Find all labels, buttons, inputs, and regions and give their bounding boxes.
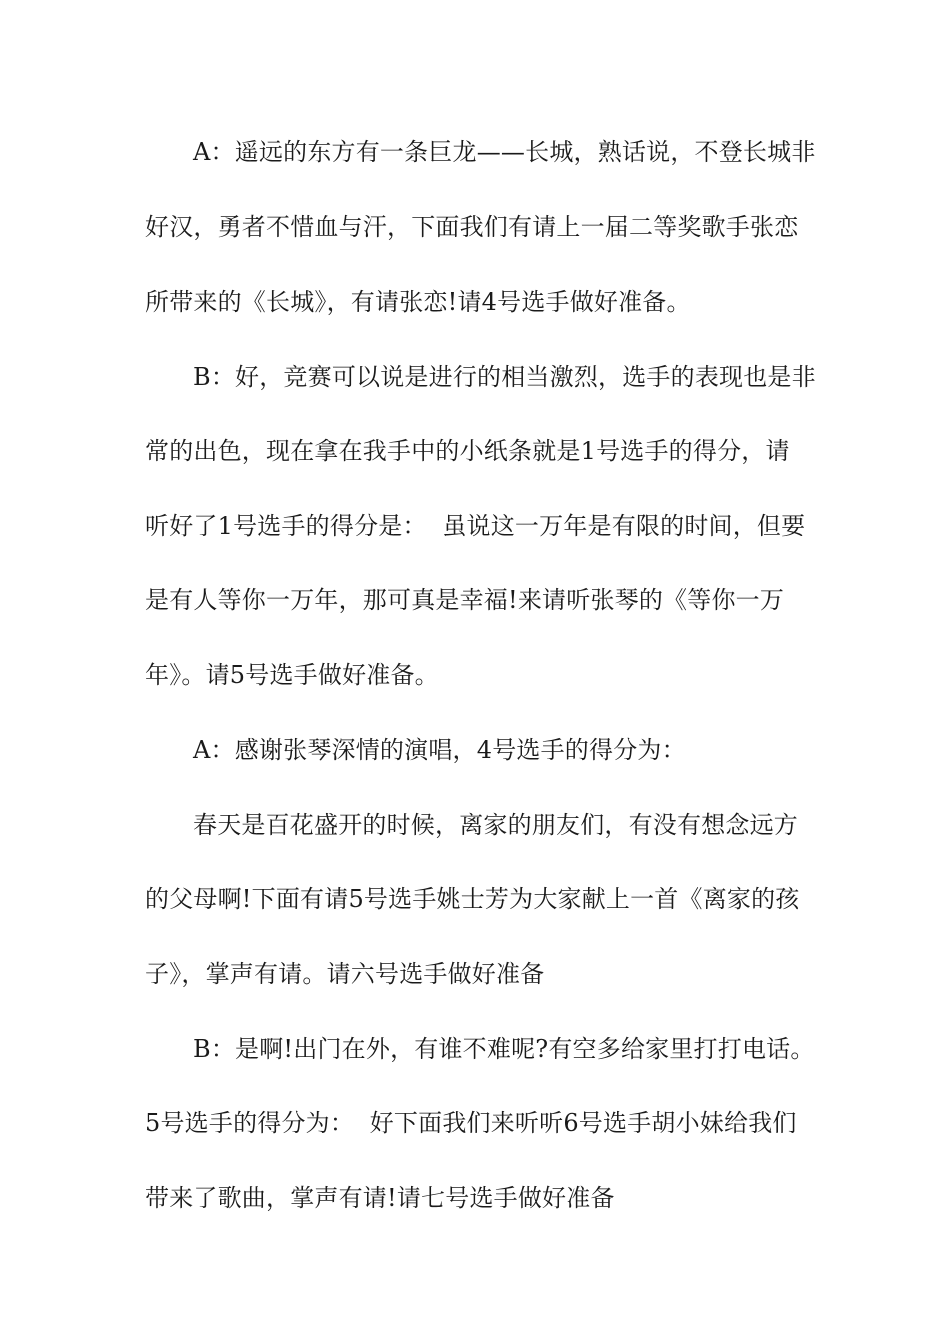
text-line: 常的出色，现在拿在我手中的小纸条就是1号选手的得分，请 xyxy=(145,437,790,465)
text-line: 5号选手的得分为： 好下面我们来听听6号选手胡小妹给我们 xyxy=(145,1109,797,1137)
text-line: 子》，掌声有请。请六号选手做好准备 xyxy=(145,960,545,988)
text-line: 年》。请5号选手做好准备。 xyxy=(145,661,439,689)
text-line: 的父母啊!下面有请5号选手姚士芳为大家献上一首《离家的孩 xyxy=(145,885,800,913)
text-line: A：感谢张琴深情的演唱，4号选手的得分为： xyxy=(193,736,686,764)
text-line: 带来了歌曲，掌声有请!请七号选手做好准备 xyxy=(145,1184,615,1212)
text-line: B：是啊!出门在外，有谁不难呢?有空多给家里打打电话。 xyxy=(193,1035,815,1063)
text-line: 是有人等你一万年，那可真是幸福!来请听张琴的《等你一万 xyxy=(145,586,785,614)
text-line: 所带来的《长城》，有请张恋!请4号选手做好准备。 xyxy=(145,288,691,316)
text-line: B：好，竞赛可以说是进行的相当激烈，选手的表现也是非 xyxy=(193,363,816,391)
text-line: 好汉，勇者不惜血与汗，下面我们有请上一届二等奖歌手张恋 xyxy=(145,213,799,241)
text-line: 春天是百花盛开的时候，离家的朋友们，有没有想念远方 xyxy=(193,811,798,839)
text-line: A：遥远的东方有一条巨龙——长城，熟话说，不登长城非 xyxy=(193,138,816,166)
text-line: 听好了1号选手的得分是： 虽说这一万年是有限的时间，但要 xyxy=(145,512,806,540)
